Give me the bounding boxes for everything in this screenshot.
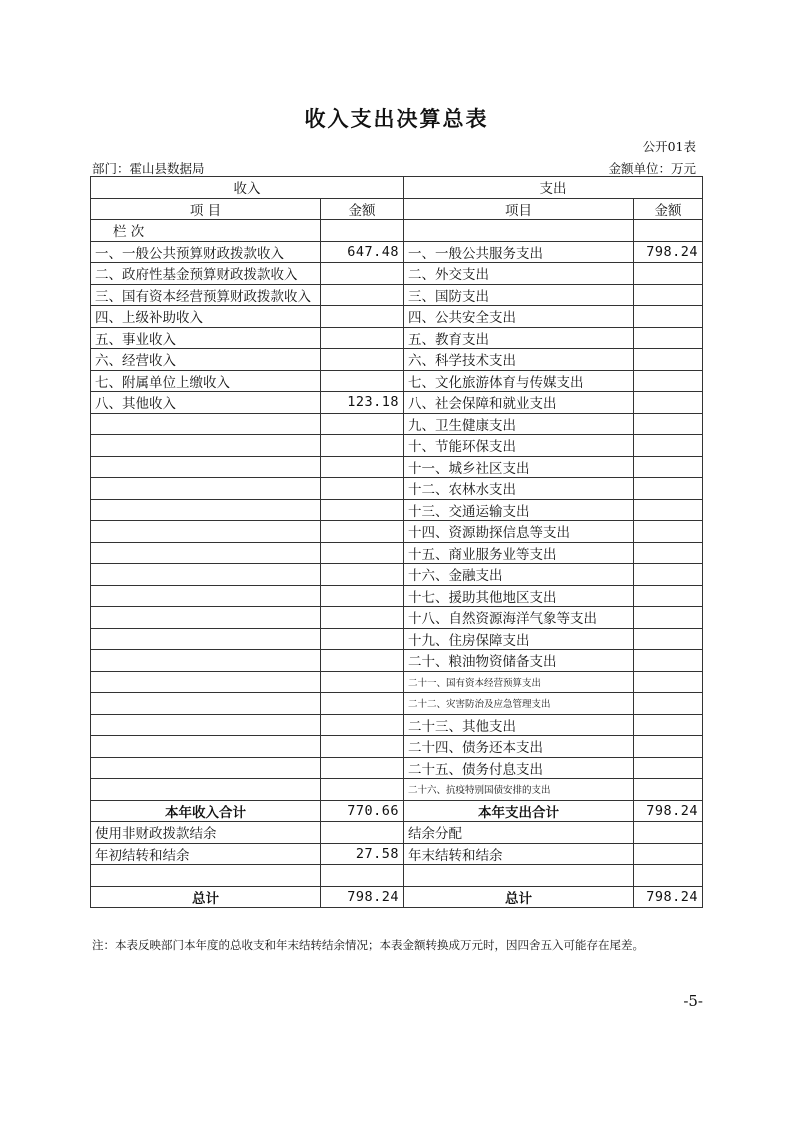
income-amount-cell xyxy=(321,478,404,500)
expense-item-cell: 十九、住房保障支出 xyxy=(404,628,634,650)
expense-amount-cell xyxy=(634,628,703,650)
income-item-cell: 三、国有资本经营预算财政拨款收入 xyxy=(91,284,321,306)
unit-label: 金额单位：万元 xyxy=(608,161,696,176)
expense-item-cell: 二十四、债务还本支出 xyxy=(404,736,634,758)
income-amount-cell xyxy=(321,585,404,607)
expense-item-cell: 二十六、抗疫特别国债安排的支出 xyxy=(404,779,634,801)
table-row xyxy=(91,843,703,865)
income-amount-cell xyxy=(321,650,404,672)
expense-item-cell xyxy=(404,865,634,887)
income-amount-cell xyxy=(321,714,404,736)
table-row xyxy=(91,693,703,715)
expense-amount-cell xyxy=(634,478,703,500)
expense-amount-cell xyxy=(634,736,703,758)
empty-cell xyxy=(404,220,634,242)
income-item-cell: 二、政府性基金预算财政拨款收入 xyxy=(91,263,321,285)
expense-amount-header: 金额 xyxy=(634,198,703,220)
income-total-value: 770.66 xyxy=(321,800,404,822)
income-amount-cell xyxy=(321,607,404,629)
expense-item-cell: 二、外交支出 xyxy=(404,263,634,285)
income-item-cell: 一、一般公共预算财政拨款收入 xyxy=(91,241,321,263)
income-item-cell xyxy=(91,736,321,758)
income-amount-cell: 27.58 xyxy=(321,843,404,865)
expense-amount-cell xyxy=(634,650,703,672)
income-amount-cell xyxy=(321,327,404,349)
income-amount-cell xyxy=(321,628,404,650)
expense-item-cell: 二十五、债务付息支出 xyxy=(404,757,634,779)
page-number: -5- xyxy=(683,992,703,1010)
expense-item-cell: 十四、资源勘探信息等支出 xyxy=(404,521,634,543)
income-amount-cell xyxy=(321,542,404,564)
income-amount-header: 金额 xyxy=(321,198,404,220)
expense-amount-cell xyxy=(634,822,703,844)
income-item-cell xyxy=(91,478,321,500)
income-total-label: 本年收入合计 xyxy=(91,800,321,822)
income-amount-cell xyxy=(321,435,404,457)
expense-amount-cell xyxy=(634,757,703,779)
income-item-cell xyxy=(91,456,321,478)
income-amount-cell xyxy=(321,370,404,392)
table-row xyxy=(91,607,703,629)
expense-amount-cell xyxy=(634,779,703,801)
expense-amount-cell xyxy=(634,843,703,865)
income-item-cell xyxy=(91,714,321,736)
income-item-cell xyxy=(91,413,321,435)
expense-amount-cell xyxy=(634,413,703,435)
expense-section-header: 支出 xyxy=(404,177,703,199)
expense-amount-cell xyxy=(634,499,703,521)
expense-item-cell: 十三、交通运输支出 xyxy=(404,499,634,521)
expense-amount-cell xyxy=(634,542,703,564)
income-amount-cell xyxy=(321,456,404,478)
income-item-cell: 七、附属单位上缴收入 xyxy=(91,370,321,392)
expense-amount-cell xyxy=(634,865,703,887)
column-header-row xyxy=(91,198,703,220)
table-row xyxy=(91,542,703,564)
expense-item-cell: 七、文化旅游体育与传媒支出 xyxy=(404,370,634,392)
empty-cell xyxy=(321,220,404,242)
expense-amount-cell xyxy=(634,349,703,371)
expense-total-value: 798.24 xyxy=(634,800,703,822)
income-item-header: 项 目 xyxy=(91,198,321,220)
income-item-cell xyxy=(91,671,321,693)
income-item-cell xyxy=(91,521,321,543)
income-amount-cell xyxy=(321,499,404,521)
income-item-cell xyxy=(91,757,321,779)
expense-amount-cell xyxy=(634,306,703,328)
income-item-cell xyxy=(91,693,321,715)
table-row xyxy=(91,435,703,457)
expense-item-cell: 四、公共安全支出 xyxy=(404,306,634,328)
income-item-cell: 使用非财政拨款结余 xyxy=(91,822,321,844)
table-row xyxy=(91,865,703,887)
income-item-cell: 五、事业收入 xyxy=(91,327,321,349)
income-amount-cell xyxy=(321,263,404,285)
expense-item-cell: 十八、自然资源海洋气象等支出 xyxy=(404,607,634,629)
expense-item-cell: 十二、农林水支出 xyxy=(404,478,634,500)
column-index-row xyxy=(91,220,703,242)
income-item-cell xyxy=(91,564,321,586)
expense-amount-cell xyxy=(634,284,703,306)
table-row xyxy=(91,822,703,844)
income-item-cell: 四、上级补助收入 xyxy=(91,306,321,328)
expense-item-cell: 十一、城乡社区支出 xyxy=(404,456,634,478)
table-row xyxy=(91,306,703,328)
income-item-cell xyxy=(91,585,321,607)
table-row xyxy=(91,241,703,263)
income-amount-cell xyxy=(321,693,404,715)
income-amount-cell: 123.18 xyxy=(321,392,404,414)
footnote: 注：本表反映部门本年度的总收支和年末结转结余情况；本表金额转换成万元时，因四舍五入可能存在尾差。 xyxy=(92,938,644,952)
table-row xyxy=(91,585,703,607)
table-row xyxy=(91,521,703,543)
expense-item-cell: 十五、商业服务业等支出 xyxy=(404,542,634,564)
expense-item-header: 项目 xyxy=(404,198,634,220)
table-row xyxy=(91,499,703,521)
expense-total-label: 本年支出合计 xyxy=(404,800,634,822)
table-row xyxy=(91,349,703,371)
income-amount-cell xyxy=(321,284,404,306)
table-row xyxy=(91,757,703,779)
expense-item-cell: 九、卫生健康支出 xyxy=(404,413,634,435)
table-row xyxy=(91,564,703,586)
expense-item-cell: 八、社会保障和就业支出 xyxy=(404,392,634,414)
expense-item-cell: 三、国防支出 xyxy=(404,284,634,306)
income-item-cell xyxy=(91,435,321,457)
expense-item-cell: 年末结转和结余 xyxy=(404,843,634,865)
income-amount-cell xyxy=(321,757,404,779)
income-item-cell: 八、其他收入 xyxy=(91,392,321,414)
expense-item-cell: 结余分配 xyxy=(404,822,634,844)
expense-amount-cell xyxy=(634,392,703,414)
income-item-cell xyxy=(91,542,321,564)
income-amount-cell xyxy=(321,822,404,844)
expense-amount-cell xyxy=(634,585,703,607)
grand-total-expense-value: 798.24 xyxy=(634,886,703,908)
expense-amount-cell xyxy=(634,435,703,457)
annual-total-row xyxy=(91,800,703,822)
expense-amount-cell xyxy=(634,671,703,693)
expense-item-cell: 二十二、灾害防治及应急管理支出 xyxy=(404,693,634,715)
table-row xyxy=(91,628,703,650)
income-item-cell: 六、经营收入 xyxy=(91,349,321,371)
section-header-row xyxy=(91,177,703,199)
table-row xyxy=(91,456,703,478)
income-item-cell xyxy=(91,865,321,887)
expense-amount-cell xyxy=(634,327,703,349)
form-number: 公开01表 xyxy=(642,139,696,154)
empty-cell xyxy=(634,220,703,242)
table-row xyxy=(91,478,703,500)
income-item-cell xyxy=(91,607,321,629)
income-amount-cell xyxy=(321,564,404,586)
income-section-header: 收入 xyxy=(91,177,404,199)
income-amount-cell xyxy=(321,521,404,543)
table-row xyxy=(91,714,703,736)
grand-total-income-label: 总计 xyxy=(91,886,321,908)
income-amount-cell xyxy=(321,865,404,887)
expense-amount-cell xyxy=(634,564,703,586)
table-row xyxy=(91,263,703,285)
table-row xyxy=(91,370,703,392)
expense-item-cell: 六、科学技术支出 xyxy=(404,349,634,371)
income-amount-cell: 647.48 xyxy=(321,241,404,263)
income-amount-cell xyxy=(321,306,404,328)
table-row xyxy=(91,671,703,693)
department-label: 部门：霍山县数据局 xyxy=(92,161,205,176)
income-item-cell xyxy=(91,499,321,521)
income-item-cell xyxy=(91,628,321,650)
expense-item-cell: 五、教育支出 xyxy=(404,327,634,349)
expense-item-cell: 十七、援助其他地区支出 xyxy=(404,585,634,607)
expense-amount-cell xyxy=(634,693,703,715)
table-row xyxy=(91,736,703,758)
expense-amount-cell xyxy=(634,370,703,392)
expense-amount-cell xyxy=(634,456,703,478)
income-amount-cell xyxy=(321,413,404,435)
income-expense-table xyxy=(90,176,703,908)
grand-total-income-value: 798.24 xyxy=(321,886,404,908)
income-item-cell xyxy=(91,779,321,801)
grand-total-row xyxy=(91,886,703,908)
income-item-cell xyxy=(91,650,321,672)
expense-item-cell: 一、一般公共服务支出 xyxy=(404,241,634,263)
expense-item-cell: 十、节能环保支出 xyxy=(404,435,634,457)
table-row xyxy=(91,284,703,306)
table-row xyxy=(91,779,703,801)
expense-item-cell: 二十三、其他支出 xyxy=(404,714,634,736)
table-row xyxy=(91,327,703,349)
expense-item-cell: 二十、粮油物资储备支出 xyxy=(404,650,634,672)
expense-amount-cell xyxy=(634,714,703,736)
income-amount-cell xyxy=(321,779,404,801)
expense-amount-cell xyxy=(634,263,703,285)
expense-amount-cell xyxy=(634,521,703,543)
expense-amount-cell: 798.24 xyxy=(634,241,703,263)
expense-item-cell: 十六、金融支出 xyxy=(404,564,634,586)
grand-total-expense-label: 总计 xyxy=(404,886,634,908)
page-title: 收入支出决算总表 xyxy=(304,107,489,131)
income-amount-cell xyxy=(321,349,404,371)
income-item-cell: 年初结转和结余 xyxy=(91,843,321,865)
income-amount-cell xyxy=(321,736,404,758)
expense-amount-cell xyxy=(634,607,703,629)
table-row xyxy=(91,650,703,672)
column-index-label: 栏 次 xyxy=(91,220,321,242)
income-amount-cell xyxy=(321,671,404,693)
table-row xyxy=(91,392,703,414)
table-row xyxy=(91,413,703,435)
expense-item-cell: 二十一、国有资本经营预算支出 xyxy=(404,671,634,693)
